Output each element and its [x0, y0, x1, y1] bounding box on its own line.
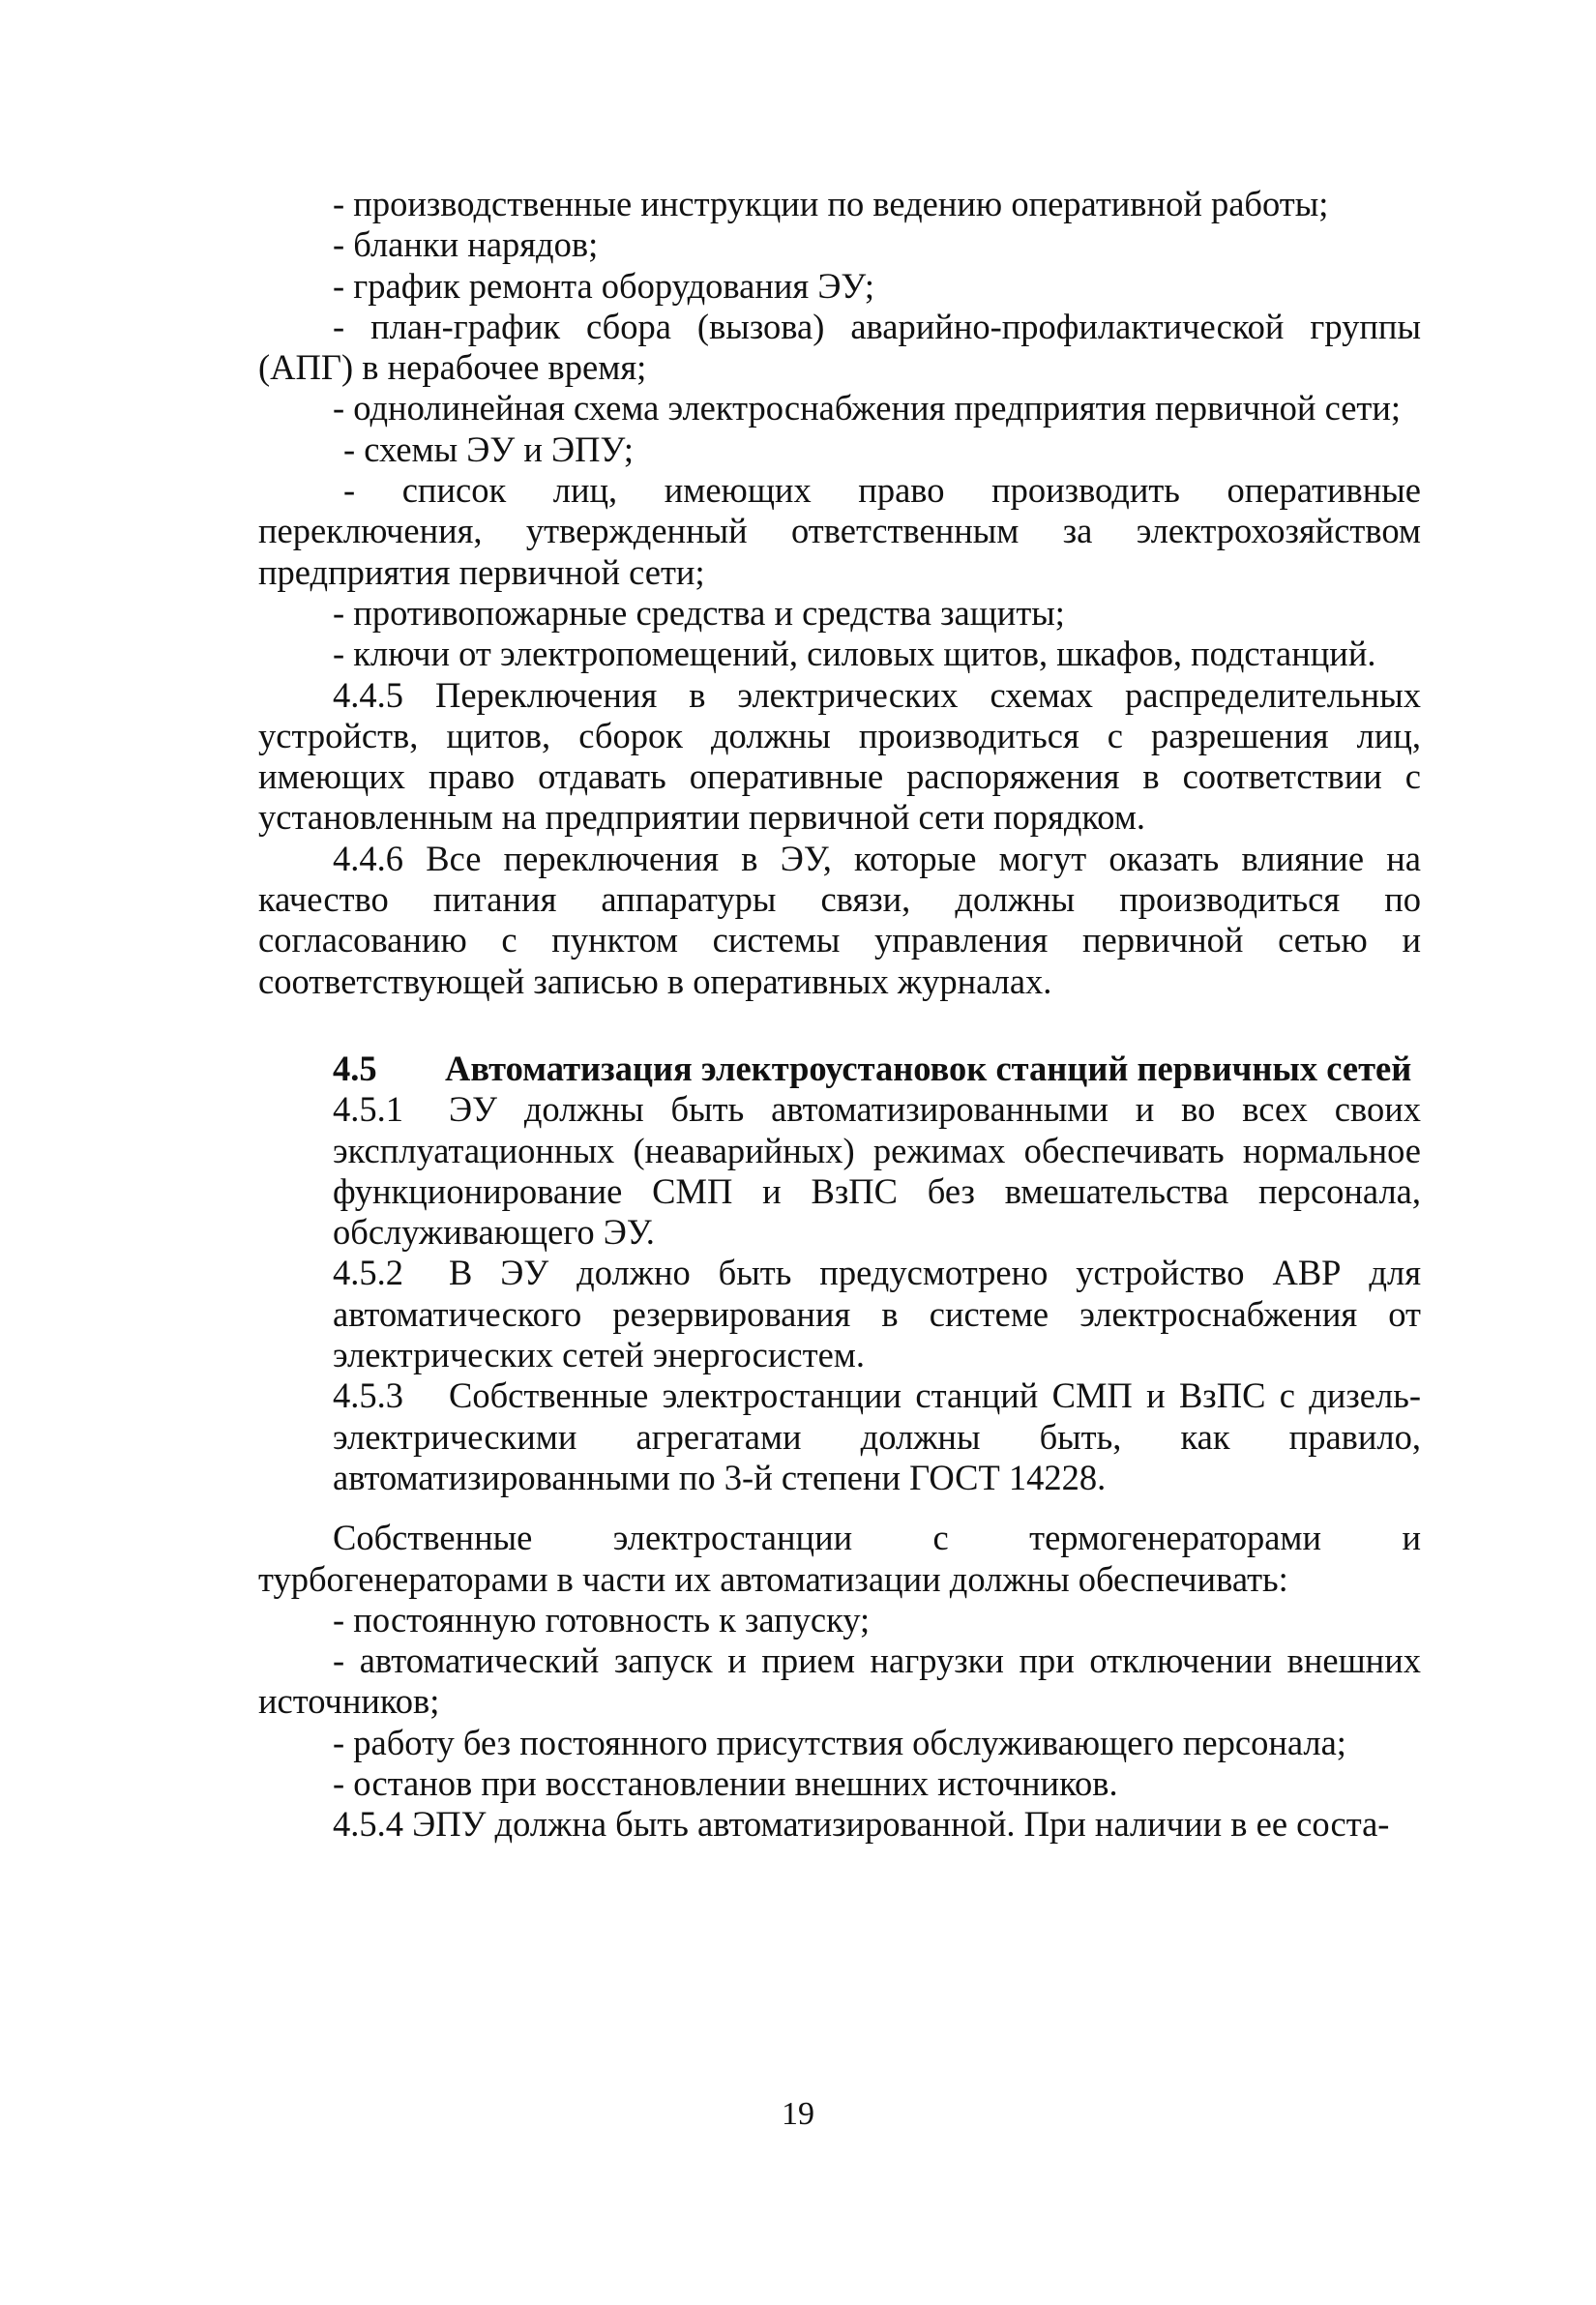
list-item: - производственные инструкции по ведению оперативной работы;	[333, 184, 1329, 223]
list-item: - список лиц, имеющих право производить оперативные переключения, утвержденный ответственным за электрохозяйством предприятия первичной сети;	[258, 470, 1421, 592]
spacer	[258, 1498, 1421, 1518]
list-item: - постоянную готовность к запуску;	[333, 1599, 871, 1640]
section-title: Автоматизация электроустановок станций первичных сетей	[445, 1048, 1412, 1088]
list-item: - противопожарные средства и средства защиты;	[333, 592, 1065, 633]
clause-number: 4.5.2	[333, 1253, 403, 1293]
paragraph-4-5-1	[258, 1089, 1421, 1253]
list-item: - однолинейная схема электроснабжения предприятия первичной сети;	[333, 388, 1402, 428]
paragraph-4-4-6: 4.4.6 Все переключения в ЭУ, которые могут оказать влияние на качество питания аппаратуры связи, должны производиться по согласованию с пунктом системы управления первичной сетью и соответствующей записью в оперативных журналах.	[258, 838, 1421, 1001]
clause-number: 4.5.3	[333, 1375, 403, 1416]
list-item: - бланки нарядов;	[333, 224, 599, 265]
list-item: - ключи от электропомещений, силовых щитов, шкафов, подстанций.	[333, 634, 1376, 674]
paragraph-own-plants: Собственные электростанции с термогенераторами и турбогенераторами в части их автоматизации должны обеспечивать:	[258, 1518, 1421, 1599]
paragraph-4-4-5: 4.4.5 Переключения в электрических схемах распределительных устройств, щитов, сборок должны производиться с разрешения лиц, имеющих право отдавать оперативные распоряжения в соответствии с установленным на предприятии первичной сети порядком.	[258, 674, 1421, 838]
paragraph-4-5-3	[258, 1375, 1421, 1498]
list-item: - план-график сбора (вызова) аварийно-профилактической группы (АПГ) в нерабочее время;	[258, 306, 1421, 388]
list-item: - схемы ЭУ и ЭПУ;	[343, 428, 635, 469]
list-item: - останов при восстановлении внешних источников.	[333, 1762, 1118, 1803]
list-item: - график ремонта оборудования ЭУ;	[333, 265, 875, 306]
section-heading	[258, 1049, 1421, 1089]
spacer	[258, 1002, 1421, 1049]
paragraph-4-5-2	[258, 1253, 1421, 1375]
clause-text: В ЭУ должно быть предусмотрено устройство АВР для автоматического резервирования в системе электроснабжения от электрических сетей энергосистем.	[333, 1253, 1421, 1375]
list-item: - работу без постоянного присутствия обслуживающего персонала;	[333, 1722, 1346, 1762]
clause-text: Собственные электростанции станций СМП и ВзПС с дизель-электрическими агрегатами должны быть, как правило, автоматизированными по 3-й степени ГОСТ 14228.	[333, 1375, 1421, 1497]
page-number: 19	[782, 2096, 814, 2132]
clause-text: ЭУ должны быть автоматизированными и во всех своих эксплуатационных (неаварийных) режимах обеспечивать нормальное функционирование СМП и ВзПС без вмешательства персонала, обслуживающего ЭУ.	[333, 1089, 1421, 1253]
paragraph-4-5-4: 4.5.4 ЭПУ должна быть автоматизированной. При наличии в ее соста-	[333, 1804, 1390, 1845]
clause-number: 4.5.1	[333, 1089, 403, 1130]
section-number: 4.5	[333, 1048, 377, 1088]
list-item: - автоматический запуск и прием нагрузки при отключении внешних источников;	[258, 1640, 1421, 1722]
page-content	[258, 184, 1421, 1846]
